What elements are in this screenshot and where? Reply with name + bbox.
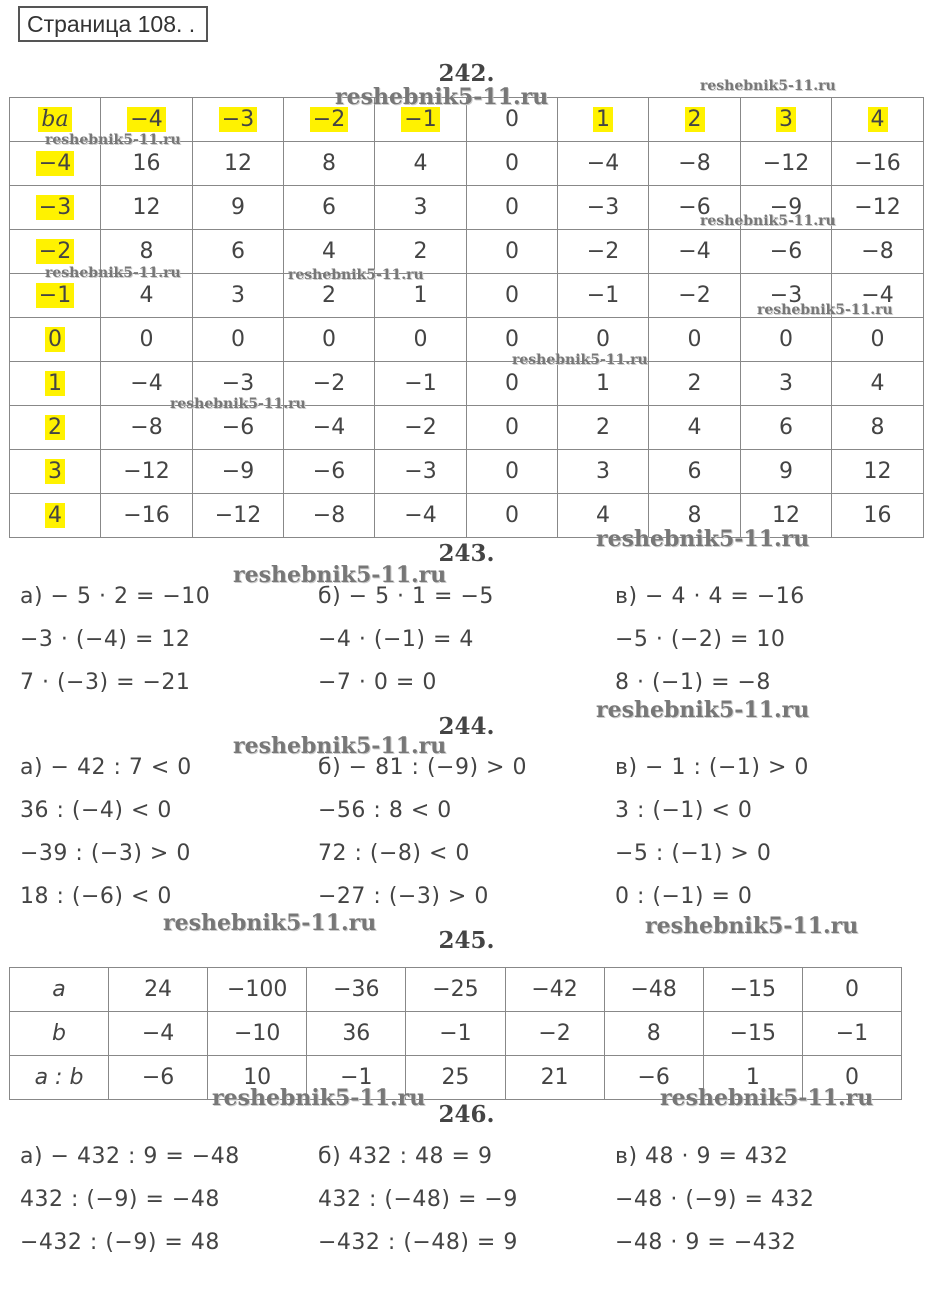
table-cell: −15 [703, 1012, 802, 1056]
table-cell: 16 [832, 494, 924, 538]
header-cell [649, 98, 741, 142]
corner-label: ba [38, 107, 71, 132]
table-row [10, 1056, 902, 1100]
equation-line: −5 · (−2) = 10 [615, 627, 786, 652]
watermark-text: reshebnik5-11.ru [233, 733, 447, 759]
equation-line: −39 : (−3) > 0 [20, 841, 191, 866]
equation-line: 3 : (−1) < 0 [615, 798, 753, 823]
table-cell: 3 [193, 274, 284, 318]
equation-line: 72 : (−8) < 0 [318, 841, 470, 866]
table-cell: 12 [101, 186, 193, 230]
watermark-text: reshebnik5-11.ru [170, 396, 306, 412]
task-245-number: 245. [438, 927, 495, 954]
equation-line: 432 : (−48) = −9 [318, 1187, 518, 1212]
table-cell: 2 [558, 406, 649, 450]
task-243-number: 243. [438, 540, 495, 567]
table-cell: −12 [193, 494, 284, 538]
table-cell: 8 [604, 1012, 703, 1056]
table-cell: 10 [208, 1056, 307, 1100]
row-header-cell [10, 274, 101, 318]
table-cell: 12 [832, 450, 924, 494]
table-row [10, 406, 924, 450]
table-cell: −36 [307, 968, 406, 1012]
table-cell: 8 [284, 142, 375, 186]
header-cell [741, 98, 832, 142]
header-value: 3 [776, 107, 796, 132]
equation-line: −56 : 8 < 0 [318, 798, 452, 823]
table-cell: −9 [741, 186, 832, 230]
row-header-value: 1 [45, 371, 65, 396]
table-cell: 25 [406, 1056, 505, 1100]
table-row [10, 142, 924, 186]
equation-line: а) − 432 : 9 = −48 [20, 1144, 240, 1169]
table-cell: −10 [208, 1012, 307, 1056]
table-cell: −2 [284, 362, 375, 406]
table-cell: −3 [375, 450, 467, 494]
row-header-cell [10, 186, 101, 230]
equation-line: 36 : (−4) < 0 [20, 798, 172, 823]
header-value: −4 [127, 107, 165, 132]
table-cell: −2 [649, 274, 741, 318]
table-cell: −12 [101, 450, 193, 494]
table-cell: −1 [558, 274, 649, 318]
table-row [10, 1012, 902, 1056]
task-246-number: 246. [438, 1101, 495, 1128]
table-cell: −1 [375, 362, 467, 406]
equation-line: −5 : (−1) > 0 [615, 841, 772, 866]
table-row [10, 230, 924, 274]
table-cell: 0 [558, 318, 649, 362]
page-label: Страница 108. . [18, 6, 208, 42]
table-cell: −8 [101, 406, 193, 450]
table-cell: 0 [467, 142, 558, 186]
table-cell: 0 [649, 318, 741, 362]
row-header-value: 3 [45, 459, 65, 484]
table-cell: 0 [467, 406, 558, 450]
table-cell: 4 [649, 406, 741, 450]
task-244-number: 244. [438, 713, 495, 740]
table-cell: 8 [101, 230, 193, 274]
table-cell: −8 [832, 230, 924, 274]
table-cell: 9 [193, 186, 284, 230]
table-cell: −3 [558, 186, 649, 230]
table-cell: −6 [193, 406, 284, 450]
header-cell [832, 98, 924, 142]
equation-line: а) − 42 : 7 < 0 [20, 755, 192, 780]
multiplication-table-242 [9, 97, 924, 538]
equation-line: в) − 1 : (−1) > 0 [615, 755, 809, 780]
header-value: 0 [505, 107, 519, 132]
watermark-text: reshebnik5-11.ru [645, 913, 859, 939]
header-cell [101, 98, 193, 142]
table-cell: −100 [208, 968, 307, 1012]
table-cell: 21 [505, 1056, 604, 1100]
table-cell: −48 [604, 968, 703, 1012]
header-value: −2 [310, 107, 348, 132]
table-row [10, 318, 924, 362]
row-header-value: −4 [36, 151, 74, 176]
table-cell: −2 [558, 230, 649, 274]
table-cell: −4 [832, 274, 924, 318]
row-header-cell [10, 230, 101, 274]
table-cell: 0 [101, 318, 193, 362]
table-cell: −16 [832, 142, 924, 186]
table-cell: 3 [741, 362, 832, 406]
row-header-cell [10, 318, 101, 362]
watermark-text: reshebnik5-11.ru [212, 1085, 426, 1111]
row-header-cell [10, 142, 101, 186]
table-cell: −1 [307, 1056, 406, 1100]
table-cell: −4 [109, 1012, 208, 1056]
equation-line: б) 432 : 48 = 9 [318, 1144, 493, 1169]
corner-cell [10, 98, 101, 142]
watermark-text: reshebnik5-11.ru [596, 697, 810, 723]
header-cell [193, 98, 284, 142]
header-cell [284, 98, 375, 142]
table-cell: −6 [284, 450, 375, 494]
header-cell [558, 98, 649, 142]
table-cell: −6 [604, 1056, 703, 1100]
table-cell: −3 [193, 362, 284, 406]
table-cell: 0 [284, 318, 375, 362]
equation-line: −432 : (−48) = 9 [318, 1230, 518, 1255]
table-cell: 8 [649, 494, 741, 538]
row-label-cell: a : b [10, 1056, 109, 1100]
table-cell: −15 [703, 968, 802, 1012]
table-cell: −9 [193, 450, 284, 494]
table-cell: 6 [649, 450, 741, 494]
equation-line: в) − 4 · 4 = −16 [615, 584, 805, 609]
table-cell: 4 [558, 494, 649, 538]
header-value: 4 [868, 107, 888, 132]
table-cell: 9 [741, 450, 832, 494]
row-header-value: −2 [36, 239, 74, 264]
watermark-text: reshebnik5-11.ru [163, 910, 377, 936]
table-header-row [10, 98, 924, 142]
table-cell: −4 [649, 230, 741, 274]
table-cell: −8 [284, 494, 375, 538]
table-row [10, 450, 924, 494]
table-cell: −6 [649, 186, 741, 230]
table-row [10, 968, 902, 1012]
table-cell: 0 [467, 274, 558, 318]
table-cell: 24 [109, 968, 208, 1012]
table-cell: −16 [101, 494, 193, 538]
equation-line: б) − 81 : (−9) > 0 [318, 755, 527, 780]
table-cell: 12 [741, 494, 832, 538]
table-cell: 6 [284, 186, 375, 230]
equation-line: 18 : (−6) < 0 [20, 884, 172, 909]
table-cell: 1 [703, 1056, 802, 1100]
table-cell: −4 [284, 406, 375, 450]
watermark-text: reshebnik5-11.ru [512, 352, 648, 368]
table-cell: −12 [741, 142, 832, 186]
table-cell: 0 [467, 186, 558, 230]
table-cell: 0 [802, 968, 901, 1012]
row-label-cell: a [10, 968, 109, 1012]
table-cell: −2 [375, 406, 467, 450]
table-cell: −2 [505, 1012, 604, 1056]
task-242-number: 242. [438, 60, 495, 87]
table-cell: −4 [558, 142, 649, 186]
watermark-text: reshebnik5-11.ru [700, 213, 836, 229]
watermark-text: reshebnik5-11.ru [233, 562, 447, 588]
table-cell: 4 [101, 274, 193, 318]
table-cell: 12 [193, 142, 284, 186]
table-cell: 2 [284, 274, 375, 318]
table-cell: 0 [467, 362, 558, 406]
table-row [10, 186, 924, 230]
table-cell: 36 [307, 1012, 406, 1056]
equation-line: в) 48 · 9 = 432 [615, 1144, 789, 1169]
row-header-cell [10, 362, 101, 406]
table-row [10, 362, 924, 406]
table-row [10, 274, 924, 318]
equation-line: б) − 5 · 1 = −5 [318, 584, 494, 609]
watermark-text: reshebnik5-11.ru [335, 84, 549, 110]
table-cell: 0 [802, 1056, 901, 1100]
header-cell [375, 98, 467, 142]
watermark-text: reshebnik5-11.ru [45, 132, 181, 148]
row-header-cell [10, 406, 101, 450]
table-cell: −4 [101, 362, 193, 406]
watermark-text: reshebnik5-11.ru [596, 526, 810, 552]
table-cell: 4 [284, 230, 375, 274]
equation-line: −48 · (−9) = 432 [615, 1187, 815, 1212]
row-header-cell [10, 494, 101, 538]
table-cell: 1 [558, 362, 649, 406]
division-table-245 [9, 967, 902, 1100]
watermark-text: reshebnik5-11.ru [700, 78, 836, 94]
table-cell: 6 [193, 230, 284, 274]
equation-line: −27 : (−3) > 0 [318, 884, 489, 909]
row-header-value: −1 [36, 283, 74, 308]
table-cell: −6 [109, 1056, 208, 1100]
header-value: 2 [685, 107, 705, 132]
equation-line: −432 : (−9) = 48 [20, 1230, 220, 1255]
equation-line: 432 : (−9) = −48 [20, 1187, 220, 1212]
row-header-value: 0 [45, 327, 65, 352]
watermark-text: reshebnik5-11.ru [660, 1085, 874, 1111]
table-cell: −6 [741, 230, 832, 274]
table-cell: −1 [802, 1012, 901, 1056]
equation-line: а) − 5 · 2 = −10 [20, 584, 211, 609]
watermark-text: reshebnik5-11.ru [757, 302, 893, 318]
equation-line: −4 · (−1) = 4 [318, 627, 474, 652]
equation-line: −7 · 0 = 0 [318, 670, 437, 695]
table-row [10, 494, 924, 538]
table-cell: 1 [375, 274, 467, 318]
table-cell: −12 [832, 186, 924, 230]
row-header-cell [10, 450, 101, 494]
equation-line: −3 · (−4) = 12 [20, 627, 191, 652]
table-cell: 2 [375, 230, 467, 274]
table-cell: 0 [467, 230, 558, 274]
equation-line: 8 · (−1) = −8 [615, 670, 771, 695]
table-cell: 8 [832, 406, 924, 450]
header-value: −1 [401, 107, 439, 132]
row-header-value: 2 [45, 415, 65, 440]
table-cell: 0 [193, 318, 284, 362]
table-cell: 6 [741, 406, 832, 450]
table-cell: −25 [406, 968, 505, 1012]
watermark-text: reshebnik5-11.ru [45, 265, 181, 281]
table-cell: 2 [649, 362, 741, 406]
equation-line: 0 : (−1) = 0 [615, 884, 753, 909]
table-cell: −8 [649, 142, 741, 186]
table-cell: −3 [741, 274, 832, 318]
table-cell: 0 [741, 318, 832, 362]
header-value: 1 [593, 107, 613, 132]
row-header-value: −3 [36, 195, 74, 220]
table-cell: 4 [375, 142, 467, 186]
table-cell: 0 [467, 450, 558, 494]
header-value: −3 [219, 107, 257, 132]
table-cell: 3 [375, 186, 467, 230]
table-cell: 0 [467, 494, 558, 538]
table-cell: −4 [375, 494, 467, 538]
row-header-value: 4 [45, 503, 65, 528]
table-cell: 4 [832, 362, 924, 406]
table-cell: 0 [467, 318, 558, 362]
table-cell: 3 [558, 450, 649, 494]
row-label-cell: b [10, 1012, 109, 1056]
table-cell: −1 [406, 1012, 505, 1056]
table-cell: 16 [101, 142, 193, 186]
watermark-text: reshebnik5-11.ru [288, 267, 424, 283]
table-cell: 0 [375, 318, 467, 362]
equation-line: 7 · (−3) = −21 [20, 670, 191, 695]
table-cell: 0 [832, 318, 924, 362]
header-cell [467, 98, 558, 142]
table-cell: −42 [505, 968, 604, 1012]
equation-line: −48 · 9 = −432 [615, 1230, 797, 1255]
